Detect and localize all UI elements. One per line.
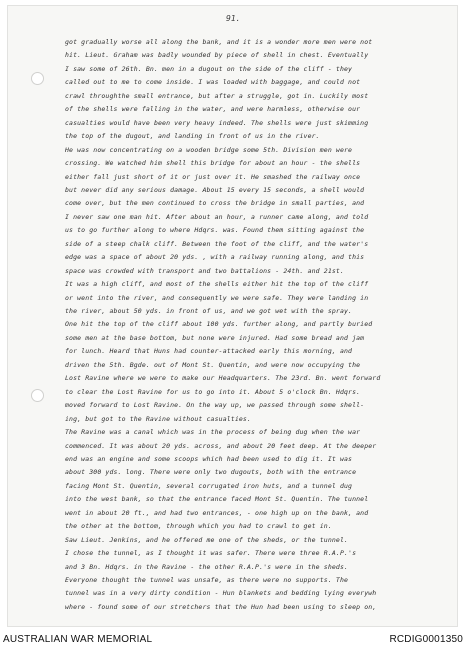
- text-line: about 300 yds. long. There were only two dugouts, both with the entrance: [65, 468, 357, 477]
- text-line: casualties would have been very heavy indeed. The shells were just skimming: [65, 118, 369, 127]
- text-line: moved forward to Lost Ravine. On the way up, we passed through some shell-: [65, 401, 365, 410]
- text-line: to clear the Lost Ravine for us to go into it. About 5 o'clock Bn. Hdqrs.: [65, 387, 361, 396]
- text-line: edge was a space of about 20 yds. , with a railway running along, and this: [65, 253, 365, 262]
- archive-footer-right: RCDIG0001350: [389, 634, 463, 645]
- text-line: and 3 Bn. Hdqrs. in the Ravine - the other R.A.P.'s were in the sheds.: [65, 562, 349, 571]
- text-line: commenced. It was about 20 yds. across, and about 20 feet deep. At the deeper: [65, 441, 377, 450]
- text-line: Everyone thought the tunnel was unsafe, as there were no supports. The: [65, 576, 349, 584]
- text-line: One hit the top of the cliff about 100 yds. further along, and partly buried: [65, 320, 373, 329]
- text-line: where - found some of our stretchers that the Hun had been using to sleep on,: [65, 602, 377, 611]
- page-number: 91.: [226, 14, 241, 23]
- text-line: facing Mont St. Quentin, several corrugated iron huts, and a tunnel dug: [65, 481, 353, 490]
- text-line: come over, but the men continued to cross the bridge in small parties, and: [65, 199, 365, 208]
- text-line: Lost Ravine where we were to make our Headquarters. The 23rd. Bn. went forward: [65, 374, 381, 383]
- text-line: or went into the river, and consequently we were safe. They were landing in: [65, 293, 369, 302]
- text-line: side of a steep chalk cliff. Between the foot of the cliff, and the water's: [65, 239, 369, 248]
- punch-hole: [31, 389, 44, 402]
- text-line: but never did any serious damage. About 15 every 15 seconds, a shell would: [65, 185, 365, 194]
- text-line: crossing. We watched him shell this bridge for about an hour - the shells: [65, 159, 361, 168]
- text-line: of the shells were falling in the water, and were harmless, otherwise our: [65, 105, 361, 114]
- text-line: either fall just short of it or just over it. He smashed the railway once: [65, 172, 361, 181]
- punch-hole: [31, 72, 44, 85]
- text-line: tunnel was in a very dirty condition - Hun blankets and bedding lying everywh: [65, 589, 377, 598]
- text-line: I saw some of 26th. Bn. men in a dugout on the side of the cliff - they: [65, 64, 353, 73]
- archive-footer-left: AUSTRALIAN WAR MEMORIAL: [3, 634, 153, 645]
- text-line: end was an engine and some scoops which had been used to dig it. It was: [65, 454, 353, 463]
- text-line: hit. Lieut. Graham was badly wounded by piece of shell in chest. Eventually: [65, 51, 369, 60]
- text-line: He was now concentrating on a wooden bridge some 5th. Division men were: [65, 145, 353, 154]
- text-line: the top of the dugout, and landing in front of us in the river.: [65, 132, 320, 141]
- text-line: crawl throughthe small entrance, but after a struggle, got in. Luckily most: [65, 91, 369, 100]
- text-line: some men at the base bottom, but none were injured. Had some bread and jam: [65, 333, 365, 342]
- text-line: the river, about 50 yds. in front of us, and we got wet with the spray.: [65, 307, 353, 315]
- text-line: space was crowded with transport and two battalions - 24th. and 21st.: [65, 266, 344, 275]
- text-line: went in about 20 ft., and had two entrances, - one high up on the bank, and: [65, 508, 369, 517]
- text-line: I never saw one man hit. After about an hour, a runner came along, and told: [65, 212, 369, 221]
- text-line: The Ravine was a canal which was in the process of being dug when the war: [65, 428, 361, 437]
- text-line: called out to me to come inside. I was loaded with baggage, and could not: [65, 78, 361, 87]
- text-line: the other at the bottom, through which you had to crawl to get in.: [65, 522, 332, 531]
- text-line: It was a high cliff, and most of the shells either hit the top of the cliff: [65, 280, 369, 289]
- text-line: us to go further along to where Hdqrs. was. Found them sitting against the: [65, 226, 365, 235]
- text-line: I chose the tunnel, as I thought it was safer. There were three R.A.P.'s: [65, 549, 357, 558]
- text-line: for lunch. Heard that Huns had counter-attacked early this morning, and: [65, 347, 353, 356]
- text-line: got gradually worse all along the bank, and it is a wonder more men were not: [65, 38, 373, 46]
- text-line: ing, but got to the Ravine without casualties.: [65, 414, 251, 423]
- text-line: into the west bank, so that the entrance faced Mont St. Quentin. The tunnel: [65, 495, 369, 504]
- text-line: Saw Lieut. Jenkins, and he offered me one of the sheds, or the tunnel.: [65, 535, 349, 544]
- text-line: driven the 5th. Bgde. out of Mont St. Quentin, and were now occupying the: [65, 360, 361, 369]
